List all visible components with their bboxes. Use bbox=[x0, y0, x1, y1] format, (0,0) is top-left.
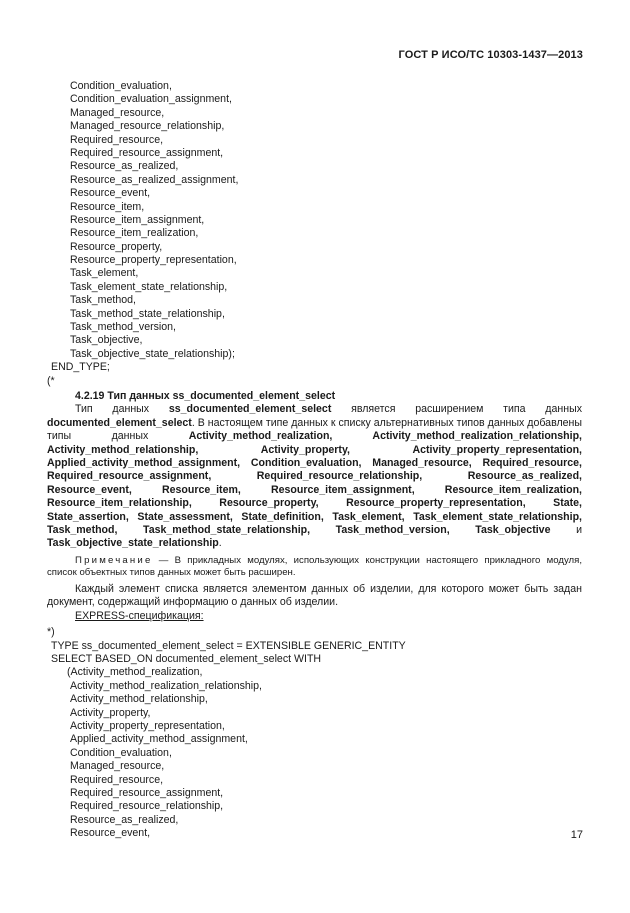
code-list-item: Activity_method_realization_relationship, bbox=[70, 679, 262, 692]
paragraph-text: Тип данных bbox=[75, 403, 169, 416]
page-content bbox=[47, 80, 582, 841]
code-list-item: Managed_resource, bbox=[70, 106, 165, 119]
paragraph-bold-term: documented_element_select bbox=[47, 416, 192, 429]
code-list-item: Task_objective, bbox=[70, 334, 143, 347]
code-list-item: Activity_property_representation, bbox=[70, 720, 225, 732]
entity-list-continued bbox=[47, 80, 582, 361]
code-list-item: Required_resource, bbox=[70, 133, 164, 146]
code-list-item: Task_method, bbox=[70, 294, 136, 307]
code-list-item: Resource_property, bbox=[70, 240, 163, 253]
code-list-item: Condition_evaluation, bbox=[70, 746, 172, 759]
code-list-item: Required_resource_relationship, bbox=[70, 800, 224, 813]
code-list-item: Resource_as_realized, bbox=[70, 160, 179, 173]
paragraph-text: и bbox=[550, 524, 582, 537]
code-list-item: Required_resource_assignment, bbox=[70, 146, 224, 159]
select-based-on-line: SELECT BASED_ON documented_element_select WITH bbox=[51, 653, 322, 666]
paragraph-bold-term: Task_objective_state_relationship bbox=[47, 537, 219, 550]
section-heading: 4.2.19 Тип данных ss_documented_element_select bbox=[75, 389, 336, 402]
page-number: 17 bbox=[570, 829, 583, 841]
paragraph-bold-list: Activity_method_realization, Activity_method_realization_relationship, Activity_method_relationship, Activity_property, Activity_property_representation, Applied_activity_method_assignment, Condition_evaluation, Managed_resource, Required_resource, Required_resource_assignment, Required_resource_relationship, Resource_as_realized, Resource_event, Resource_item, Resource_item_assignment, Resource_item_realization, Resource_item_relationship, Resource_property, Resource_property_representation, State, State_assertion, State_assessment, State_definition, Task_element, Task_element_state_relationship, Task_method, Task_method_state_relationship, Task_method_version, Task_objective bbox=[47, 430, 582, 537]
code-list-item: Resource_property_representation, bbox=[70, 254, 237, 267]
paragraph-text: является расширением типа данных bbox=[331, 403, 582, 416]
comment-open: (* bbox=[47, 374, 55, 387]
code-list-item: Resource_event, bbox=[70, 187, 151, 200]
code-list-item: Activity_property, bbox=[70, 706, 151, 719]
code-list-item: Activity_method_relationship, bbox=[70, 693, 208, 706]
entity-list-select bbox=[47, 666, 582, 840]
code-list-item: Resource_item_assignment, bbox=[70, 213, 205, 226]
code-list-item: Task_element, bbox=[70, 267, 139, 280]
code-list-item: Condition_evaluation, bbox=[70, 80, 172, 92]
code-list-item: Required_resource, bbox=[70, 773, 164, 786]
code-list-item: Task_objective_state_relationship); bbox=[70, 347, 235, 360]
code-list-item: Managed_resource_relationship, bbox=[70, 120, 225, 133]
code-list-item: Resource_as_realized, bbox=[70, 813, 179, 826]
code-list-item: Applied_activity_method_assignment, bbox=[70, 733, 248, 746]
end-type-line: END_TYPE; bbox=[51, 361, 110, 374]
note-paragraph bbox=[47, 555, 582, 580]
note-text: — В прикладных модулях, использующих конструкции настоящего прикладного модуля, список объектных типов данных может быть расширен. bbox=[47, 554, 582, 579]
code-list-item: Required_resource_assignment, bbox=[70, 786, 224, 799]
comment-close: *) bbox=[47, 626, 55, 639]
express-spec-label: EXPRESS-спецификация: bbox=[75, 609, 204, 622]
type-declaration-line: TYPE ss_documented_element_select = EXTENSIBLE GENERIC_ENTITY bbox=[51, 639, 406, 652]
code-list-item: (Activity_method_realization, bbox=[67, 666, 203, 679]
code-list-item: Task_method_state_relationship, bbox=[70, 307, 225, 320]
code-list-item: Resource_item, bbox=[70, 200, 145, 213]
code-list-item: Resource_event, bbox=[70, 827, 151, 840]
paragraph-bold-term: ss_documented_element_select bbox=[168, 403, 332, 416]
document-header: ГОСТ Р ИСО/ТС 10303-1437—2013 bbox=[398, 49, 583, 61]
code-list-item: Condition_evaluation_assignment, bbox=[70, 93, 232, 106]
code-list-item: Task_element_state_relationship, bbox=[70, 280, 228, 293]
code-list-item: Managed_resource, bbox=[70, 760, 165, 773]
section-paragraph bbox=[47, 403, 582, 550]
code-list-item: Resource_item_realization, bbox=[70, 227, 199, 240]
code-list-item: Resource_as_realized_assignment, bbox=[70, 173, 239, 186]
paragraph-text: . В настоящем типе данных к списку альтернативных типов данных добавлены типы данных bbox=[47, 416, 582, 443]
code-list-item: Task_method_version, bbox=[70, 321, 176, 334]
description-paragraph: Каждый элемент списка является элементом данных об изделии, для которого может быть задан документ, содержащий информацию о данных об изделии. bbox=[47, 583, 582, 609]
paragraph-text: . bbox=[218, 537, 222, 550]
note-label: Примечание bbox=[75, 554, 153, 566]
